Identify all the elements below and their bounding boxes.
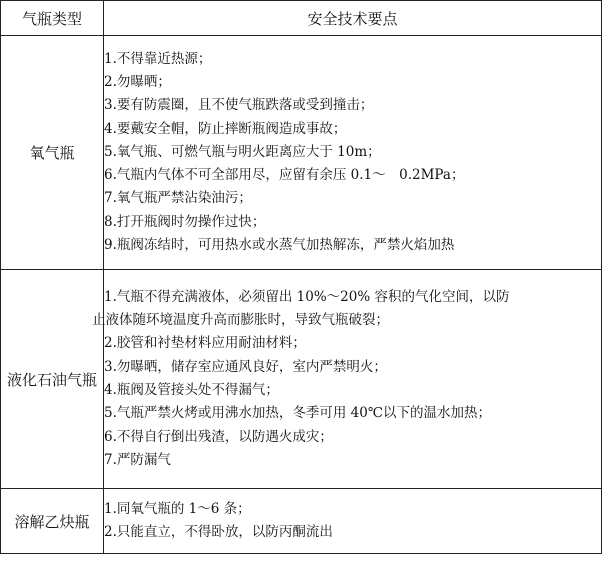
safety-points-lpg	[92, 270, 602, 489]
safety-point: 2.勿曝晒；	[104, 73, 171, 90]
safety-point: 7.氧气瓶严禁沾染油污；	[104, 190, 252, 207]
table-header-row	[1, 1, 602, 36]
safety-points-acetylene	[104, 489, 602, 554]
safety-point: 2.只能直立，不得卧放，以防丙酮流出	[104, 524, 333, 540]
safety-point: 7.严防漏气	[104, 451, 171, 468]
table-row-lpg	[1, 270, 602, 489]
safety-point: 1.气瓶不得充满液体，必须留出 10%～20% 容积的气化空间，以防	[104, 288, 510, 305]
safety-point: 4.瓶阀及管接头处不得漏气；	[104, 382, 279, 398]
safety-points-oxygen	[104, 36, 602, 270]
safety-point: 8.打开瓶阀时勿操作过快；	[104, 213, 266, 230]
safety-point: 5.氧气瓶、可燃气瓶与明火距离应大于 10m；	[104, 143, 381, 160]
table-row-oxygen	[1, 36, 602, 270]
cylinder-type-oxygen: 氧气瓶	[1, 36, 104, 270]
safety-point: 9.瓶阀冻结时，可用热水或水蒸气加热解冻，严禁火焰加热	[104, 237, 455, 254]
table-row-acetylene	[1, 489, 602, 554]
safety-point: 5.气瓶严禁火烤或用沸水加热，冬季可用 40℃以下的温水加热；	[104, 405, 491, 422]
safety-point: 6.不得自行倒出残渣，以防遇火成灾；	[104, 428, 333, 445]
safety-point: 1.不得靠近热源；	[104, 50, 212, 67]
safety-point: 2.胶管和衬垫材料应用耐油材料；	[104, 335, 306, 352]
safety-point-continuation: 止液体随环境温度升高而膨胀时，导致气瓶破裂；	[92, 312, 389, 329]
safety-point: 1.同氧气瓶的 1～6 条；	[104, 500, 251, 517]
safety-point: 3.勿曝晒，储存室应通风良好，室内严禁明火；	[104, 358, 387, 375]
safety-point: 3.要有防震圈，且不使气瓶跌落或受到撞击；	[104, 97, 374, 114]
safety-point: 6.气瓶内气体不可全部用尽，应留有余压 0.1～ 0.2MPa；	[104, 167, 465, 184]
cylinder-type-lpg: 液化石油气瓶	[1, 270, 104, 489]
header-safety-points: 安全技术要点	[104, 1, 602, 36]
safety-point: 4.要戴安全帽，防止摔断瓶阀造成事故；	[104, 120, 347, 137]
header-cylinder-type: 气瓶类型	[1, 1, 104, 36]
cylinder-type-acetylene: 溶解乙炔瓶	[1, 489, 104, 554]
